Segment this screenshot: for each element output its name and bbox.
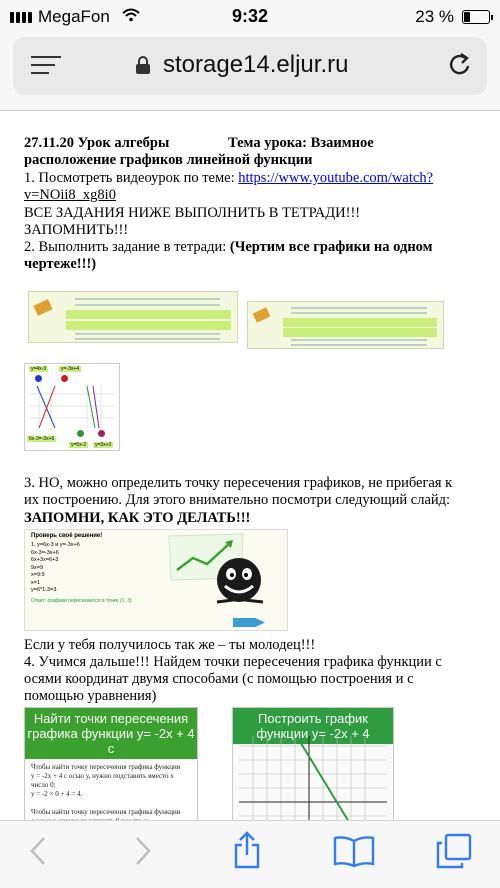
share-icon[interactable] — [232, 831, 262, 874]
item-1 — [24, 170, 433, 187]
find-intersection-line: Чтобы найти точку пересечения графика функции — [31, 763, 181, 771]
back-icon[interactable] — [28, 835, 48, 872]
check-solution-slide — [24, 529, 288, 631]
carrier-name: MegaFon — [38, 7, 110, 26]
check-solution-line: x=9:9 — [31, 572, 45, 578]
find-intersection-line: число 0: — [31, 781, 56, 789]
forward-icon[interactable] — [133, 835, 153, 872]
battery-percent: 23 % — [415, 7, 454, 26]
item-4-text-3: помощью уравнения) — [24, 688, 157, 704]
video-link-2[interactable]: v=NOii8_xg8i0 — [24, 187, 116, 203]
document-page — [0, 111, 500, 820]
purple-dot-icon — [98, 430, 105, 437]
browser-toolbar — [0, 820, 500, 888]
item-2-bold: (Чертим все графики на одном — [229, 239, 433, 255]
pencil-icon — [253, 307, 271, 322]
build-graph-grid — [239, 736, 387, 822]
doc-title-topic-2: расположение графиков линейной функции — [24, 152, 313, 168]
item-3-text-2: их построению. Для этого внимательно посмотри следующий слайд: — [24, 492, 451, 508]
video-link[interactable]: https://www.youtube.com/watch? — [238, 170, 434, 186]
check-solution-line: x=1 — [31, 579, 41, 586]
instruction-2: ЗАПОМНИТЬ!!! — [24, 222, 129, 238]
item-2-text: 2. Выполнить задание в тетради: — [24, 239, 227, 255]
find-intersection-line: у = -2 × 0 + 4 = 4. — [31, 790, 83, 798]
graphs-grid — [29, 384, 115, 430]
lock-icon — [135, 55, 151, 80]
check-solution-line: 6x+3x=6+3 — [31, 557, 59, 563]
item-2 — [24, 239, 433, 256]
check-solution-line: 1. y=6x-3 и y=-3x+6 — [31, 542, 80, 548]
well-done-text: Если у тебя получилось так же – ты молодец!!! — [24, 637, 316, 653]
remember-heading: ЗАПОМНИ, КАК ЭТО ДЕЛАТЬ!!! — [24, 510, 251, 526]
graph-label-bottom-mid: y=5x-2 — [71, 442, 87, 448]
build-graph-slide — [232, 707, 394, 823]
graph-label-top-right: y=-3x+4 — [61, 366, 80, 372]
graph-label-bottom-left: 6x-3=-3x+6 — [29, 436, 55, 442]
battery-icon — [462, 10, 490, 24]
check-solution-title: Проверь своё решение! — [31, 533, 103, 539]
next-slide-arrow-icon — [233, 618, 265, 627]
slide-thumbnail-1 — [28, 291, 238, 343]
clock: 9:32 — [231, 6, 269, 26]
pencil-icon — [33, 299, 52, 316]
item-1-text: 1. Посмотреть видеоурок по теме: — [24, 170, 235, 186]
doc-title-topic: Тема урока: Взаимное — [228, 135, 374, 151]
check-solution-line: y=6*1-3=3 — [31, 587, 57, 593]
graph-label-bottom-right: y=3x+2 — [95, 442, 112, 448]
check-solution-line: 9x=9 — [31, 564, 44, 571]
battery-info — [415, 7, 490, 27]
check-solution-lines — [31, 542, 80, 595]
url-text[interactable]: storage14.eljur.ru — [163, 51, 349, 78]
find-intersection-line: Чтобы найти точку пересечения графика функции — [31, 808, 181, 816]
reload-icon[interactable] — [447, 51, 473, 86]
find-intersection-line: у = -2х + 4 с осью у, нужно подставить вместо х — [31, 772, 174, 780]
item-2-bold-2: чертеже!!!) — [24, 256, 97, 272]
instruction-1: ВСЕ ЗАДАНИЯ НИЖЕ ВЫПОЛНИТЬ В ТЕТРАДИ!!! — [24, 205, 361, 221]
red-dot-icon — [61, 375, 68, 382]
check-solution-line: 6x-3=-3x+6 — [31, 549, 59, 556]
graphs-thumbnail — [24, 363, 120, 451]
blue-dot-icon — [35, 375, 42, 382]
smiley-mascot-icon — [209, 550, 271, 612]
build-graph-slide-title: Построить график функции у= -2х + 4 — [233, 708, 393, 744]
tabs-icon[interactable] — [436, 833, 472, 874]
reader-menu-icon[interactable] — [31, 56, 61, 80]
slide-thumbnail-2 — [247, 301, 444, 349]
check-solution-answer: Ответ: графики пересекаются в точке (1; 3) — [31, 598, 132, 604]
status-bar — [0, 0, 500, 34]
item-4-text-2: осями координат двумя способами (с помощью построения и с — [24, 671, 414, 687]
find-intersection-slide-title: Найти точки пересечения графика функции у= -2х + 4 с — [25, 708, 197, 759]
item-3-text-1: 3. НО, можно определить точку пересечения графиков, не прибегая к — [24, 475, 453, 491]
doc-title-date: 27.11.20 Урок алгебры — [24, 135, 170, 151]
green-dot-icon — [77, 430, 84, 437]
address-bar[interactable] — [13, 37, 487, 95]
find-intersection-line — [31, 799, 191, 808]
find-intersection-slide — [24, 707, 198, 823]
bookmarks-icon[interactable] — [333, 835, 375, 872]
item-4-text-1: 4. Учимся дальше!!! Найдем точки пересечения графика функции с — [24, 654, 442, 670]
graph-label-top-left: y=4x-3 — [31, 366, 47, 372]
